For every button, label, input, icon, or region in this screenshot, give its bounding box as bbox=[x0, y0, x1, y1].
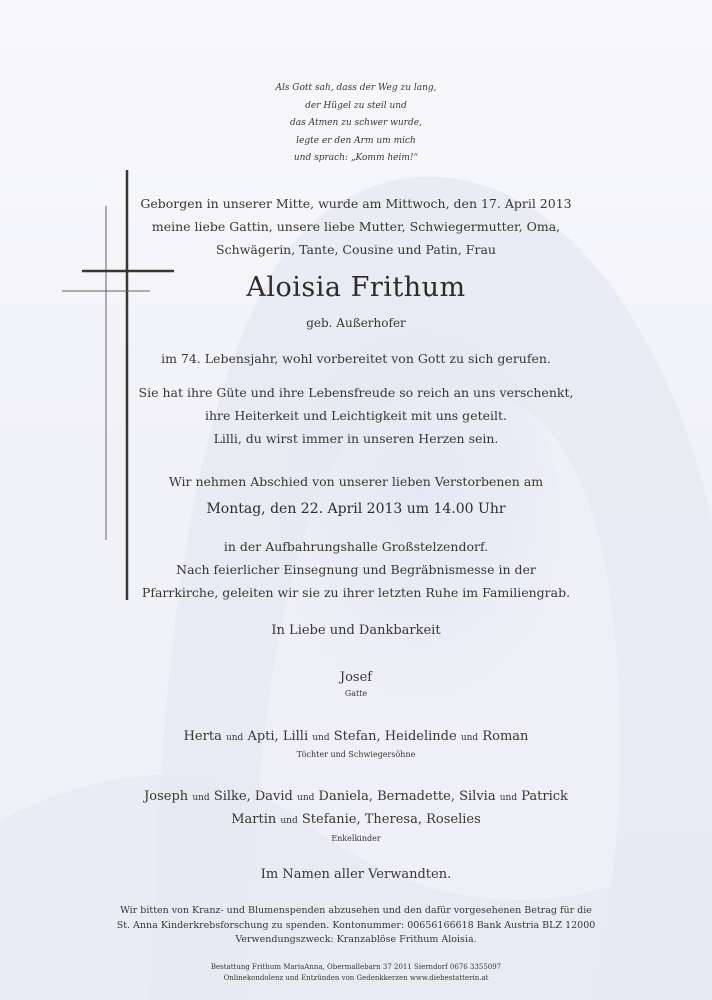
conjunction: und bbox=[192, 793, 210, 803]
husband-name: Josef bbox=[339, 670, 373, 685]
poem-line: und sprach: „Komm heim!“ bbox=[293, 153, 419, 163]
children-names bbox=[0, 727, 712, 748]
grandchildren-line-2 bbox=[0, 810, 712, 831]
service-place bbox=[0, 535, 712, 604]
mourner-name: Joseph bbox=[144, 789, 189, 804]
poem-line: das Atmen zu schwer wurde, bbox=[290, 118, 422, 128]
mourner-name: Patrick bbox=[521, 789, 568, 804]
conjunction: und bbox=[460, 733, 479, 743]
donation-note bbox=[0, 904, 712, 948]
closing-line: In Liebe und Dankbarkeit bbox=[271, 623, 441, 638]
intro-line: Geborgen in unserer Mitte, wurde am Mittwoch, den 17. April 2013 bbox=[140, 196, 572, 211]
intro-text bbox=[0, 192, 712, 261]
children-role: Töchter und Schwiegersöhne bbox=[296, 750, 416, 759]
tribute-line: Lilli, du wirst immer in unseren Herzen sein. bbox=[213, 431, 499, 446]
grandchildren-line-1 bbox=[0, 787, 712, 808]
conjunction: und bbox=[312, 733, 330, 743]
relatives-line: Im Namen aller Verwandten. bbox=[260, 867, 452, 882]
poem-line: Als Gott sah, dass der Weg zu lang, bbox=[275, 83, 437, 93]
mourner-name: Apti, bbox=[247, 729, 279, 744]
husband-role: Gatte bbox=[344, 689, 368, 698]
intro-line: Schwägerin, Tante, Cousine und Patin, Frau bbox=[216, 242, 496, 257]
donation-line: St. Anna Kinderkrebsforschung zu spenden. Kontonummer: 00656166618 Bank Austria BLZ 12000 bbox=[116, 919, 596, 931]
footer bbox=[0, 962, 712, 984]
donation-line: Wir bitten von Kranz- und Blumenspenden abzusehen und den dafür vorgesehenen Betrag für die bbox=[120, 905, 592, 916]
tribute-text bbox=[0, 381, 712, 450]
farewell-line: Wir nehmen Abschied von unserer lieben Verstorbenen am bbox=[168, 474, 544, 489]
mourner-name: Herta bbox=[183, 729, 222, 744]
mourner-name: Daniela, Bernadette, Silvia bbox=[318, 789, 496, 804]
service-place-line: Pfarrkirche, geleiten wir sie zu ihrer letzten Ruhe im Familiengrab. bbox=[141, 585, 571, 600]
footer-line: Onlinekondolenz und Entzünden von Gedenkkerzen www.diebestatterin.at bbox=[223, 974, 489, 982]
intro-line: meine liebe Gattin, unsere liebe Mutter, Schwiegermutter, Oma, bbox=[151, 219, 561, 234]
conjunction: und bbox=[499, 793, 518, 803]
service-place-line: Nach feierlicher Einsegnung und Begräbnismesse in der bbox=[176, 562, 536, 577]
birth-name: geb. Außerhofer bbox=[306, 316, 406, 330]
poem-line: legte er den Arm um mich bbox=[296, 135, 416, 146]
mourner-name: Silke, David bbox=[213, 789, 293, 804]
mourner-name: Stefan, bbox=[333, 729, 381, 744]
footer-line: Bestattung Frithum MariaAnna, Obermallebarn 37 2011 Sierndorf 0676 3355097 bbox=[210, 963, 502, 971]
conjunction: und bbox=[297, 793, 315, 803]
mourner-name: Roman bbox=[482, 729, 529, 744]
conjunction: und bbox=[280, 816, 298, 826]
service-date: Montag, den 22. April 2013 um 14.00 Uhr bbox=[206, 501, 506, 517]
tribute-line: Sie hat ihre Güte und ihre Lebensfreude so reich an uns verschenkt, bbox=[138, 385, 574, 400]
tribute-line: ihre Heiterkeit und Leichtigkeit mit uns geteilt. bbox=[204, 408, 507, 423]
mourner-name: Martin bbox=[231, 812, 277, 827]
poem-line: der Hügel zu steil und bbox=[305, 100, 407, 111]
donation-line: Verwendungszweck: Kranzablöse Frithum Aloisia. bbox=[235, 934, 477, 945]
grandchildren-role: Enkelkinder bbox=[331, 834, 381, 843]
poem bbox=[206, 80, 506, 168]
mourner-name: Heidelinde bbox=[384, 729, 457, 744]
conjunction: und bbox=[225, 733, 244, 743]
mourner-name: Stefanie, Theresa, Roselies bbox=[301, 812, 481, 827]
age-line: im 74. Lebensjahr, wohl vorbereitet von Gott zu sich gerufen. bbox=[161, 351, 551, 366]
mourner-name: Lilli bbox=[282, 729, 309, 744]
deceased-name: Aloisia Frithum bbox=[246, 272, 466, 303]
service-place-line: in der Aufbahrungshalle Großstelzendorf. bbox=[223, 539, 489, 554]
